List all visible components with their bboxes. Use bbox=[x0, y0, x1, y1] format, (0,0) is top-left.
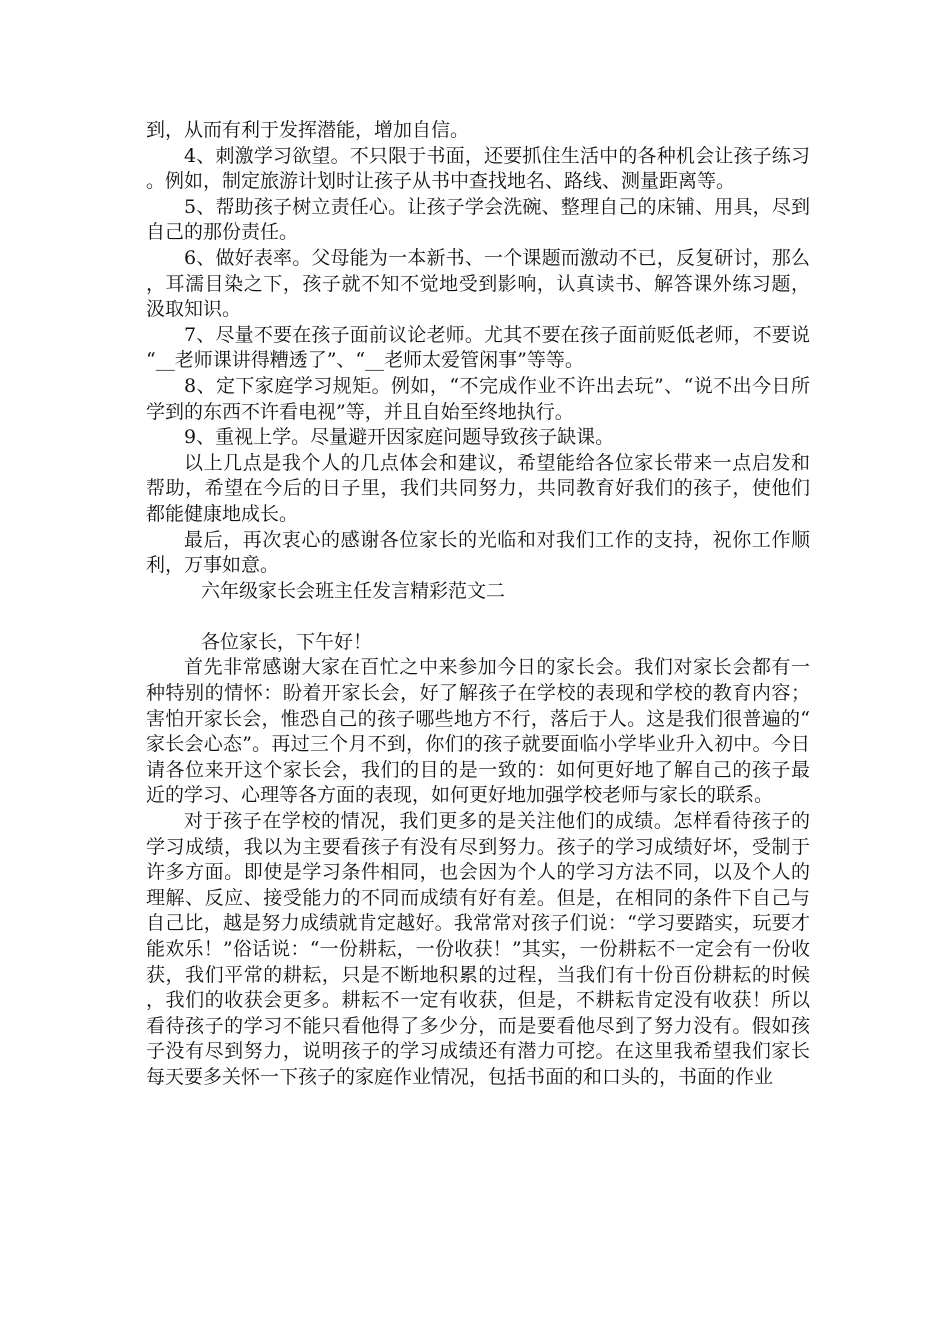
greeting: 各位家长，下午好！ bbox=[201, 630, 373, 653]
paragraph-tip-8: 8、定下家庭学习规矩。例如，“不完成作业不许出去玩”、“说不出今日所学到的东西不许看电视”等，并且自始至终地执行。 bbox=[146, 374, 810, 423]
document-page bbox=[146, 118, 810, 1091]
paragraph-grades: 对于孩子在学校的情况，我们更多的是关注他们的成绩。怎样看待孩子的学习成绩，我以为主要看孩子有没有尽到努力。孩子的学习成绩好坏，受制于许多方面。即使是学习条件相同，也会因为个人的学习方法不同，以及个人的理解、反应、接受能力的不同而成绩有好有差。但是，在相同的条件下自己与自己比，越是努力成绩就肯定越好。我常常对孩子们说：“学习要踏实，玩要才能欢乐！”俗话说：“一份耕耘，一份收获！”其实，一份耕耘不一定会有一份收获，我们平常的耕耘，只是不断地积累的过程，当我们有十份百份耕耘的时候，我们的收获会更多。耕耘不一定有收获，但是，不耕耘肯定没有收获！所以看待孩子的学习不能只看他得了多少分，而是要看他尽到了努力没有。假如孩子没有尽到努力，说明孩子的学习成绩还有潜力可挖。在这里我希望我们家长每天要多关怀一下孩子的家庭作业情况，包括书面的和口头的，书面的作业 bbox=[146, 810, 810, 1088]
paragraph-tip-5: 5、帮助孩子树立责任心。让孩子学会洗碗、整理自己的床铺、用具，尽到自己的那份责任。 bbox=[146, 195, 810, 244]
paragraph-closing: 最后，再次衷心的感谢各位家长的光临和对我们工作的支持，祝你工作顺利，万事如意。 bbox=[146, 528, 810, 577]
paragraph-tip-6: 6、做好表率。父母能为一本新书、一个课题而激动不已，反复研讨，那么，耳濡目染之下，孩子就不知不觉地受到影响，认真读书、解答课外练习题，汲取知识。 bbox=[146, 246, 810, 321]
paragraph-continuation: 到，从而有利于发挥潜能，增加自信。 bbox=[146, 119, 470, 141]
paragraph-tip-9: 9、重视上学。尽量避开因家庭问题导致孩子缺课。 bbox=[184, 426, 615, 449]
section-title: 六年级家长会班主任发言精彩范文二 bbox=[201, 579, 506, 602]
paragraph-tip-4: 4、刺激学习欲望。不只限于书面，还要抓住生活中的各种机会让孩子练习。例如，制定旅游计划时让孩子从书中查找地名、路线、测量距离等。 bbox=[146, 144, 810, 193]
paragraph-intro: 首先非常感谢大家在百忙之中来参加今日的家长会。我们对家长会都有一种特别的情怀：盼着开家长会，好了解孩子在学校的表现和学校的教育内容；害怕开家长会，惟恐自己的孩子哪些地方不行，落后于人。这是我们很普遍的“家长会心态”。再过三个月不到，你们的孩子就要面临小学毕业升入初中。今日请各位来开这个家长会，我们的目的是一致的：如何更好地了解自己的孩子最近的学习、心理等各方面的表现，如何更好地加强学校老师与家长的联系。 bbox=[146, 656, 810, 807]
paragraph-tip-7: 7、尽量不要在孩子面前议论老师。尤其不要在孩子面前贬低老师，不要说“__老师课讲得糟透了”、“__老师太爱管闲事”等等。 bbox=[146, 323, 810, 372]
blank-line bbox=[146, 604, 810, 630]
paragraph-summary: 以上几点是我个人的几点体会和建议，希望能给各位家长带来一点启发和帮助，希望在今后的日子里，我们共同努力，共同教育好我们的孩子，使他们都能健康地成长。 bbox=[146, 451, 810, 525]
